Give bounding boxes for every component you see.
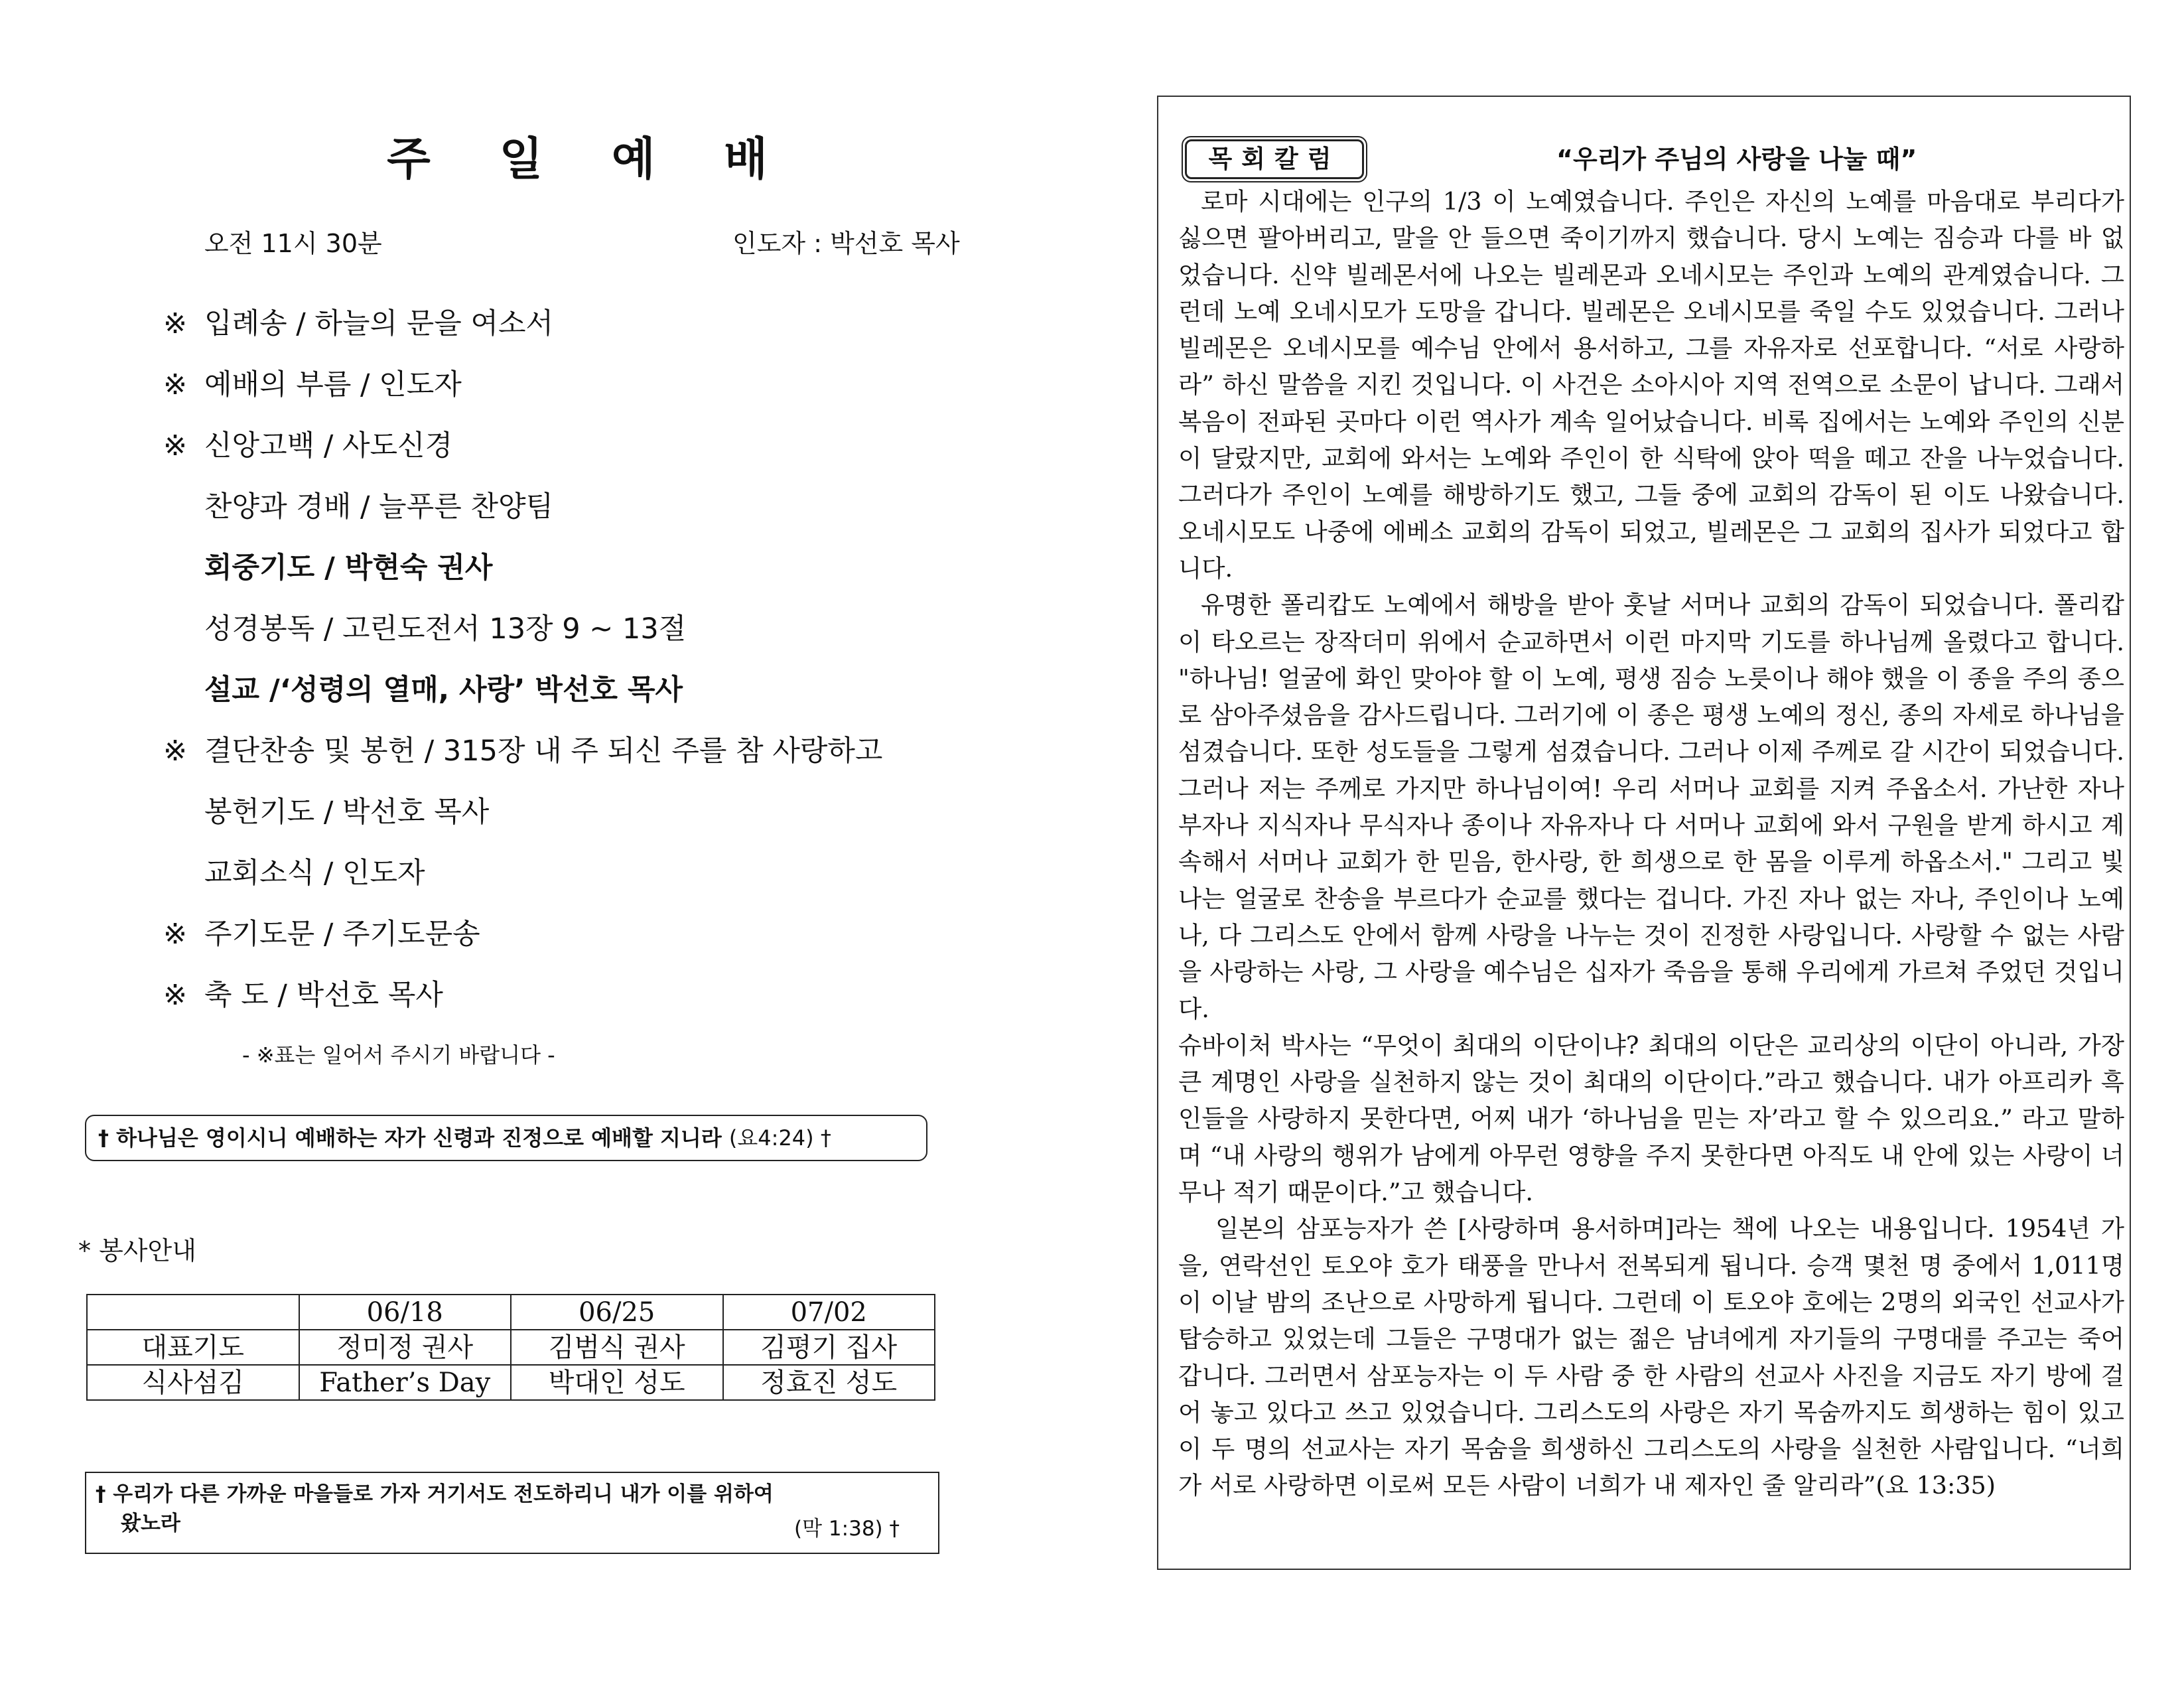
- service-time: 오전 11시 30분: [204, 229, 382, 258]
- verse-reference: (막 1:38) †: [794, 1517, 900, 1541]
- worship-order-item: [163, 548, 882, 609]
- worship-order-text: 회중기도 / 박현숙 권사: [204, 551, 493, 585]
- page-title: 주 일 예 배: [387, 133, 794, 186]
- worship-order-item: [163, 609, 882, 670]
- worship-order-item: [163, 365, 882, 426]
- worship-order-text: 주기도문 / 주기도문송: [204, 918, 480, 951]
- standing-mark-icon: ※: [163, 918, 188, 951]
- worship-order-text: 설교 /‘성령의 열매, 사랑’ 박선호 목사: [204, 673, 683, 707]
- service-table: [86, 1294, 935, 1401]
- table-corner-cell: [87, 1295, 299, 1330]
- worship-order-list: [163, 304, 882, 1036]
- worship-order-text: 입례송 / 하늘의 문을 여소서: [204, 307, 554, 340]
- left-page: [0, 0, 1035, 1692]
- service-guide-heading: * 봉사안내: [78, 1236, 196, 1265]
- service-leader: 인도자 : 박선호 목사: [732, 229, 960, 258]
- standing-note: - ※표는 일어서 주시기 바랍니다 -: [242, 1042, 555, 1068]
- date-cell: 06/25: [511, 1295, 723, 1330]
- worship-order-item: [163, 426, 882, 487]
- verse-box-john: [85, 1115, 927, 1161]
- column-body: [1178, 183, 2124, 1504]
- column-tag: 목회칼럼: [1185, 139, 1364, 179]
- standing-mark-icon: ※: [163, 979, 188, 1012]
- column-paragraph: 유명한 폴리캅도 노예에서 해방을 받아 훗날 서머나 교회의 감독이 되었습니다. 폴리캅이 타오르는 장작더미 위에서 순교하면서 이런 마지막 기도를 하나님께 올렸다고 합니다. "하나님! 얼굴에 화인 맞아야 할 이 노예, 평생 짐승 노릇이나 해야 했을 이 종을 주의 종으로 삼아주셨음을 감사드립니다. 그러기에 이 종은 평생 노예의 정신, 종의 자세로 하나님을 섬겼습니다. 또한 성도들을 그렇게 섬겼습니다. 그러나 이제 주께로 갈 시간이 되었습니다. 그러나 저는 주께로 가지만 하나님이여! 우리 서머나 교회를 지켜 주옵소서. 가난한 자나 부자나 지식자나 무식자나 종이나 자유자나 다 서머나 교회에 와서 구원을 받게 하시고 계속해서 서머나 교회가 한 믿음, 한사랑, 한 희생으로 한 몸을 이루게 하옵소서." 그리고 빛나는 얼굴로 찬송을 부르다가 순교를 했다는 겁니다. 가진 자나 없는 자나, 주인이나 노예나, 다 그리스도 안에서 함께 사랑을 나누는 것이 진정한 사랑입니다. 사랑할 수 없는 사람을 사랑하는 사랑, 그 사랑을 예수님은 십자가 죽음을 통해 우리에게 가르쳐 주었던 것입니다.: [1178, 591, 2124, 1023]
- worship-order-item: [163, 304, 882, 365]
- standing-mark-icon: ※: [163, 735, 188, 768]
- table-row: [87, 1365, 935, 1400]
- standing-mark-icon: ※: [163, 368, 188, 401]
- standing-mark-icon: ※: [163, 307, 188, 340]
- worship-order-text: 결단찬송 및 봉헌 / 315장 내 주 되신 주를 참 사랑하고: [204, 735, 883, 768]
- standing-mark-icon: ※: [163, 429, 188, 462]
- worship-order-item: [163, 670, 882, 731]
- name-cell: 정효진 성도: [723, 1365, 935, 1400]
- worship-order-item: [163, 975, 882, 1036]
- date-cell: 06/18: [299, 1295, 512, 1330]
- worship-order-item: [163, 914, 882, 975]
- verse-reference: (요4:24) †: [728, 1125, 831, 1151]
- worship-order-text: 성경봉독 / 고린도전서 13장 9 ~ 13절: [204, 612, 687, 646]
- column-paragraph: 슈바이처 박사는 “무엇이 최대의 이단이냐? 최대의 이단은 교리상의 이단이 아니라, 가장 큰 계명인 사랑을 실천하지 않는 것이 최대의 이단이다.”라고 했습니다. 내가 아프리카 흑인들을 사랑하지 못한다면, 어찌 내가 ‘하나님을 믿는 자’라고 할 수 있으리요.” 라고 말하며 “내 사랑의 행위가 남에게 아무런 영향을 주지 못한다면 아직도 내 안에 있는 사랑이 너무나 적기 때문이다.”고 했습니다.: [1178, 1030, 2124, 1207]
- name-cell: 김평기 집사: [723, 1330, 935, 1365]
- verse-box-mark: [85, 1472, 939, 1554]
- date-cell: 07/02: [723, 1295, 935, 1330]
- name-cell: 박대인 성도: [511, 1365, 723, 1400]
- table-row: [87, 1330, 935, 1365]
- worship-order-text: 교회소식 / 인도자: [204, 857, 425, 890]
- worship-order-item: [163, 853, 882, 914]
- name-cell: 정미정 권사: [299, 1330, 512, 1365]
- worship-order-text: 신앙고백 / 사도신경: [204, 429, 453, 462]
- worship-order-text: 예배의 부름 / 인도자: [204, 368, 462, 401]
- role-cell: 식사섬김: [87, 1365, 299, 1400]
- worship-order-text: 찬양과 경배 / 늘푸른 찬양팀: [204, 490, 554, 524]
- verse-text-line1: † 우리가 다른 가까운 마을들로 가자 거기서도 전도하리니 내가 이를 위하여: [96, 1482, 774, 1506]
- column-paragraph: 일본의 삼포능자가 쓴 [사랑하며 용서하며]라는 책에 나오는 내용입니다. 1954년 가을, 연락선인 토오야 호가 태풍을 만나서 전복되게 됩니다. 승객 몇천 명 중에서 1,011명이 이날 밤의 조난으로 사망하게 됩니다. 그런데 이 토오야 호에는 2명의 외국인 선교사가 탑승하고 있었는데 그들은 구명대가 없는 젊은 남녀에게 자기들의 구명대를 주고는 죽어 갑니다. 그러면서 삼포능자는 이 두 사람 중 한 사람의 선교사 사진을 지금도 자기 방에 걸어 놓고 있다고 쓰고 있었습니다. 그리스도의 사랑은 자기 목숨까지도 희생하는 힘이 있고 이 두 명의 선교사는 자기 목숨을 희생하신 그리스도의 사랑을 실천한 사람입니다. “너희가 서로 사랑하면 이로써 모든 사람이 너희가 내 제자인 줄 알리라”(요 13:35): [1178, 1214, 2124, 1500]
- column-paragraph: 로마 시대에는 인구의 1/3 이 노예였습니다. 주인은 자신의 노예를 마음대로 부리다가 싫으면 팔아버리고, 말을 안 들으면 죽이기까지 했습니다. 당시 노예는 짐승과 다를 바 없었습니다. 신약 빌레몬서에 나오는 빌레몬과 오네시모는 주인과 노예의 관계였습니다. 그런데 노예 오네시모가 도망을 갑니다. 빌레몬은 오네시모를 죽일 수도 있었습니다. 그러나 빌레몬은 오네시모를 예수님 안에서 용서하고, 그를 자유자로 선포합니다. “서로 사랑하라” 하신 말씀을 지킨 것입니다. 이 사건은 소아시아 지역 전역으로 소문이 납니다. 그래서 복음이 전파된 곳마다 이런 역사가 계속 일어났습니다. 비록 집에서는 노예와 주인의 신분이 달랐지만, 교회에 와서는 노예와 주인이 한 식탁에 앉아 떡을 떼고 잔을 나누었습니다. 그러다가 주인이 노예를 해방하기도 했고, 그들 중에 교회의 감독이 된 이도 나왔습니다. 오네시모도 나중에 에베소 교회의 감독이 되었고, 빌레몬은 그 교회의 집사가 되었다고 합니다.: [1178, 187, 2124, 583]
- column-title: “우리가 주님의 사랑을 나눌 때”: [1556, 145, 1917, 174]
- verse-text-line2: 왔노라: [121, 1512, 180, 1535]
- table-header-row: [87, 1295, 935, 1330]
- worship-order-item: [163, 792, 882, 853]
- verse-text: † 하나님은 영이시니 예배하는 자가 신령과 진정으로 예배할 지니라: [98, 1125, 722, 1151]
- role-cell: 대표기도: [87, 1330, 299, 1365]
- worship-order-text: 축 도 / 박선호 목사: [204, 979, 443, 1012]
- worship-order-text: 봉헌기도 / 박선호 목사: [204, 796, 490, 829]
- name-cell: 김범식 권사: [511, 1330, 723, 1365]
- worship-order-item: [163, 487, 882, 548]
- worship-order-item: [163, 731, 882, 792]
- name-cell: Father’s Day: [299, 1365, 512, 1400]
